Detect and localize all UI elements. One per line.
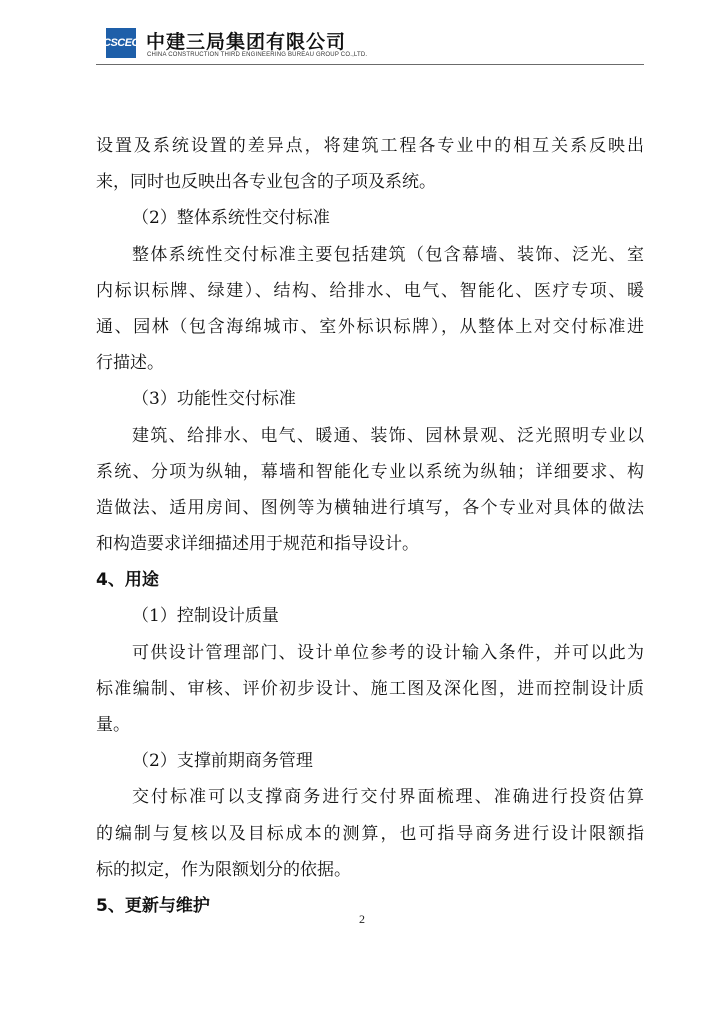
paragraph-line: 交付标准可以支撑商务进行交付界面梳理、准确进行投资估算 — [132, 787, 644, 808]
company-name: 中建三局集团有限公司 — [146, 31, 347, 53]
paragraph-line: 标准编制、审核、评价初步设计、施工图及深化图，进而控制设计质 — [96, 678, 644, 699]
subheading: （2）整体系统性交付标准 — [132, 208, 330, 229]
header-divider — [96, 64, 644, 65]
paragraph-line: 量。 — [96, 715, 130, 735]
paragraph-line: 内标识标牌、绿建）、结构、给排水、电气、智能化、医疗专项、暖 — [96, 280, 644, 301]
paragraph-line: 造做法、适用房间、图例等为横轴进行填写，各个专业对具体的做法 — [96, 497, 644, 518]
document-body — [96, 128, 644, 924]
paragraph-line: 设置及系统设置的差异点，将建筑工程各专业中的相互关系反映出 — [96, 136, 644, 156]
paragraph-line: 行描述。 — [96, 353, 164, 374]
paragraph-line: 建筑、给排水、电气、暖通、装饰、园林景观、泛光照明专业以 — [132, 425, 644, 446]
paragraph-line: 系统、分项为纵轴，幕墙和智能化专业以系统为纵轴；详细要求、构 — [96, 461, 644, 482]
paragraph-line: 整体系统性交付标准主要包括建筑（包含幕墙、装饰、泛光、室 — [132, 244, 644, 265]
paragraph-line: 和构造要求详细描述用于规范和指导设计。 — [96, 534, 419, 555]
subheading: （1）控制设计质量 — [132, 606, 279, 627]
page-number: 2 — [359, 912, 365, 926]
paragraph-line: 来，同时也反映出各专业包含的子项及系统。 — [96, 172, 436, 193]
company-name-english: CHINA CONSTRUCTION THIRD ENGINEERING BUREAU GROUP CO.,LTD. — [147, 52, 368, 58]
section-heading: 5、更新与维护 — [96, 895, 210, 916]
paragraph-line: 通、园林（包含海绵城市、室外标识标牌），从整体上对交付标准进 — [96, 316, 644, 337]
paragraph-line: 的编制与复核以及目标成本的测算，也可指导商务进行设计限额指 — [96, 823, 644, 844]
paragraph-line: 可供设计管理部门、设计单位参考的设计输入条件，并可以此为 — [132, 642, 644, 663]
logo-text: CSCEC — [103, 36, 140, 49]
company-logo-icon — [103, 28, 140, 58]
subheading: （3）功能性交付标准 — [132, 389, 296, 410]
paragraph-line: 标的拟定，作为限额划分的依据。 — [96, 859, 351, 880]
section-heading: 4、用途 — [96, 570, 159, 591]
subheading: （2）支撑前期商务管理 — [132, 751, 313, 772]
